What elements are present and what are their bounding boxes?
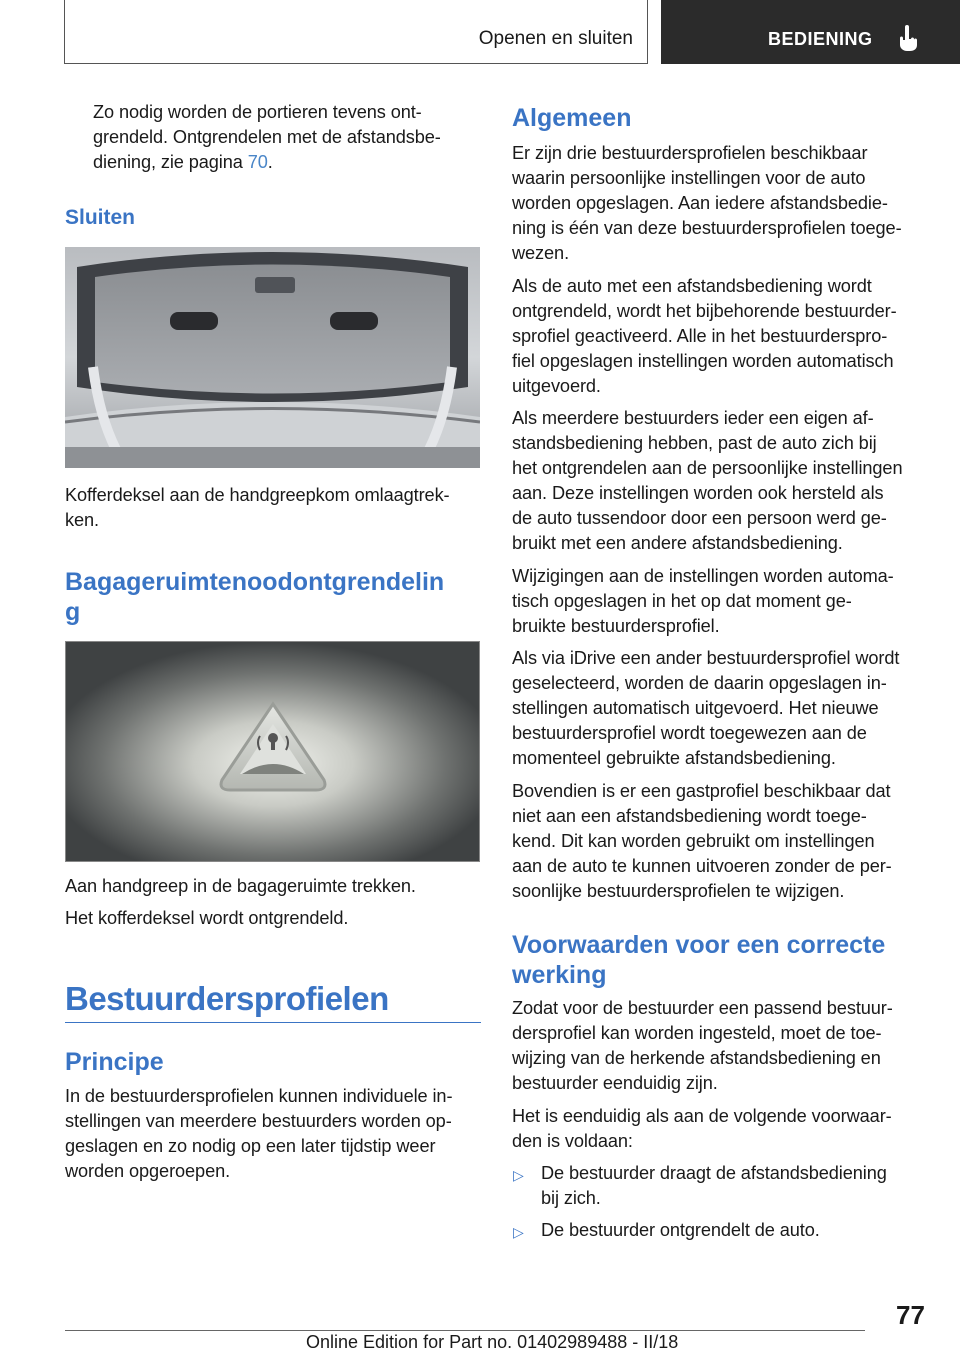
bullet-line: bij zich.: [541, 1188, 601, 1208]
sluiten-heading: Sluiten: [65, 206, 136, 229]
paragraph-line: niet aan een afstandsbediening wordt toege-: [512, 806, 867, 826]
paragraph-line: sprofiel geactiveerd. Alle in het bestuurderspro-: [512, 326, 888, 346]
page-link[interactable]: 70: [247, 152, 268, 172]
heading-line: g: [65, 598, 81, 626]
intro-line: diening, zie pagina: [93, 152, 248, 172]
paragraph-line: soonlijke bestuurdersprofielen te wijzigen.: [512, 881, 845, 901]
paragraph-line: momenteel gebruikte afstandsbediening.: [512, 748, 836, 768]
paragraph-line: Als meerdere bestuurders ieder een eigen af-: [512, 408, 874, 428]
paragraph-line: Er zijn drie bestuurdersprofielen beschikbaar: [512, 143, 868, 163]
paragraph-line: bruikt met een andere afstandsbediening.: [512, 533, 843, 553]
paragraph-line: worden opgeslagen. Aan iedere afstandsbedie-: [512, 193, 888, 213]
paragraph-line: dersprofiel kan worden ingesteld, moet de toe-: [512, 1023, 882, 1043]
intro-line: Zo nodig worden de portieren tevens ont-: [93, 102, 422, 122]
caption-trunk-lid: [65, 483, 481, 533]
paragraph-line: ontgrendeld, wordt het bijbehorende bestuurder-: [512, 301, 897, 321]
principe-paragraph: [65, 1084, 481, 1184]
caption-line: ken.: [65, 510, 99, 530]
caption-emergency-1: Aan handgreep in de bagageruimte trekken.: [65, 876, 416, 896]
paragraph-line: wezen.: [512, 243, 570, 263]
paragraph-line: den is voldaan:: [512, 1131, 633, 1151]
paragraph-line: waarin persoonlijke instellingen voor de auto: [512, 168, 866, 188]
algemeen-paragraph-2: [512, 274, 932, 399]
algemeen-paragraph-3: [512, 406, 932, 556]
paragraph-line: aan. Deze instellingen worden ook hersteld als: [512, 483, 884, 503]
paragraph-line: In de bestuurdersprofielen kunnen individuele in-: [65, 1086, 453, 1106]
paragraph-line: worden opgeroepen.: [65, 1161, 231, 1181]
bullet-line: De bestuurder draagt de afstandsbediening: [541, 1163, 887, 1183]
bullet-item-2: De bestuurder ontgrendelt de auto.: [541, 1220, 820, 1240]
paragraph-line: ning is één van deze bestuurdersprofielen toege-: [512, 218, 902, 238]
paragraph-line: Als de auto met een afstandsbediening wordt: [512, 276, 872, 296]
algemeen-heading: Algemeen: [512, 104, 632, 132]
paragraph-line: geselecteerd, worden de daarin opgeslagen in-: [512, 673, 887, 693]
bullet-triangle-icon: ▷: [513, 1167, 524, 1183]
paragraph-line: stellingen automatisch uitgevoerd. Het nieuwe: [512, 698, 879, 718]
paragraph-line: aan de auto te kunnen uitvoeren zonder de per-: [512, 856, 892, 876]
chapter-divider: [65, 1022, 481, 1023]
bullet-triangle-icon: ▷: [513, 1224, 524, 1240]
chapter-heading: Bestuurdersprofielen: [65, 980, 389, 1017]
caption-emergency-2: Het kofferdeksel wordt ontgrendeld.: [65, 908, 349, 928]
voorwaarden-paragraph-1: [512, 996, 932, 1096]
intro-period: .: [267, 152, 273, 172]
paragraph-line: bestuurdersprofiel wordt toegewezen aan de: [512, 723, 867, 743]
footer-edition: Online Edition for Part no. 01402989488 - II/18: [306, 1332, 679, 1352]
paragraph-line: het ontgrendelen aan de persoonlijke instellingen: [512, 458, 903, 478]
header-section-title: Openen en sluiten: [478, 28, 633, 49]
trunk-lid-figure: [65, 247, 480, 468]
algemeen-paragraph-1: [512, 141, 932, 266]
paragraph-line: de auto tussendoor door een persoon werd ge-: [512, 508, 887, 528]
intro-line: grendeld. Ontgrendelen met de afstandsbe-: [93, 127, 441, 147]
heading-line: Bagageruimtenoodontgrendelin: [65, 568, 445, 596]
paragraph-line: Wijzigingen aan de instellingen worden automa-: [512, 566, 894, 586]
header-chapter-title: BEDIENING: [768, 29, 873, 49]
principe-heading: Principe: [65, 1048, 164, 1076]
heading-line: werking: [512, 961, 607, 989]
emergency-release-figure: [65, 641, 480, 862]
paragraph-line: standsbediening hebben, past de auto zich bij: [512, 433, 877, 453]
noodontgrendeling-heading: [65, 567, 444, 627]
header-chapter-box: [661, 0, 960, 64]
hand-pointer-icon: [897, 24, 919, 52]
paragraph-line: bestuurder eenduidig zijn.: [512, 1073, 718, 1093]
voorwaarden-paragraph-2: [512, 1104, 932, 1154]
paragraph-line: stellingen van meerdere bestuurders worden op-: [65, 1111, 452, 1131]
footer-divider: [65, 1330, 865, 1331]
page-number: 77: [896, 1300, 925, 1330]
intro-paragraph: [93, 100, 483, 175]
paragraph-line: Zodat voor de bestuurder een passend bestuur-: [512, 998, 893, 1018]
paragraph-line: bruikte bestuurdersprofiel.: [512, 616, 720, 636]
voorwaarden-heading: [512, 930, 885, 990]
paragraph-line: wijzing van de herkende afstandsbediening en: [512, 1048, 881, 1068]
algemeen-paragraph-6: [512, 779, 932, 904]
caption-line: Kofferdeksel aan de handgreepkom omlaagtrek-: [65, 485, 450, 505]
paragraph-line: tisch opgeslagen in het op dat moment ge-: [512, 591, 852, 611]
bullet-item-1: [541, 1161, 931, 1211]
header-section-box: [64, 0, 648, 64]
heading-line: Voorwaarden voor een correcte: [512, 931, 886, 959]
paragraph-line: uitgevoerd.: [512, 376, 601, 396]
paragraph-line: kend. Dit kan worden gebruikt om instellingen: [512, 831, 875, 851]
paragraph-line: Als via iDrive een ander bestuurdersprofiel wordt: [512, 648, 900, 668]
paragraph-line: Bovendien is er een gastprofiel beschikbaar dat: [512, 781, 891, 801]
page-header: [0, 0, 960, 66]
paragraph-line: geslagen en zo nodig op een later tijdstip weer: [65, 1136, 436, 1156]
algemeen-paragraph-5: [512, 646, 932, 771]
paragraph-line: fiel opgeslagen instellingen worden automatisch: [512, 351, 894, 371]
algemeen-paragraph-4: [512, 564, 932, 639]
paragraph-line: Het is eenduidig als aan de volgende voorwaar-: [512, 1106, 892, 1126]
